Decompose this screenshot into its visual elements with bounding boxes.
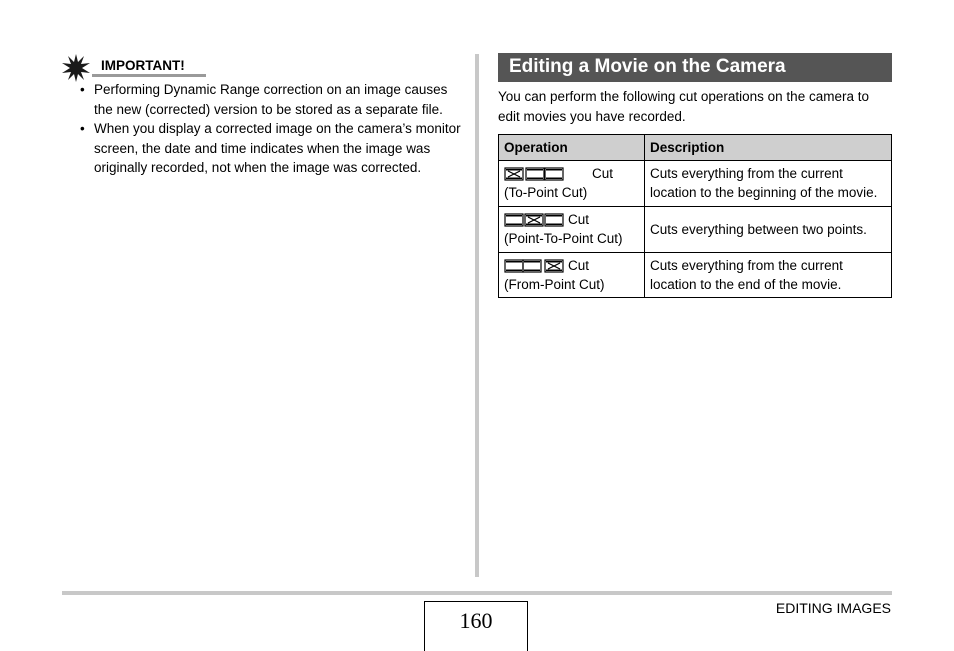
point-to-point-cut-icon xyxy=(504,213,564,227)
header-operation: Operation xyxy=(499,135,645,161)
table-row xyxy=(499,206,892,252)
important-bullet: • Performing Dynamic Range correction on an image causes the new (corrected) version to be stored as a separate file. xyxy=(62,80,462,119)
important-list xyxy=(62,80,462,178)
operation-label: Cut xyxy=(568,257,590,273)
description-cell: Cuts everything between two points. xyxy=(645,206,892,252)
operation-label: Cut xyxy=(568,211,590,227)
operation-name: (To-Point Cut) xyxy=(504,185,588,201)
from-point-cut-icon xyxy=(504,259,564,273)
section-title: Editing a Movie on the Camera xyxy=(498,53,892,82)
column-divider xyxy=(475,54,479,577)
description-cell: Cuts everything from the current location to the beginning of the movie. xyxy=(645,161,892,207)
important-underline xyxy=(92,74,206,77)
operation-name: (From-Point Cut) xyxy=(504,277,605,293)
operation-cell xyxy=(499,206,645,252)
important-note xyxy=(62,54,462,176)
operation-cell xyxy=(499,161,645,207)
to-point-cut-icon xyxy=(504,167,588,181)
burst-icon xyxy=(62,54,90,82)
operation-label: Cut xyxy=(592,166,614,181)
important-label: IMPORTANT! xyxy=(101,58,185,73)
operation-name: (Point-To-Point Cut) xyxy=(504,231,623,247)
description-cell: Cuts everything from the current location to the end of the movie. xyxy=(645,252,892,298)
section-intro: You can perform the following cut operations on the camera to edit movies you have recorded. xyxy=(498,89,869,124)
footer-rule xyxy=(62,591,892,595)
header-description: Description xyxy=(645,135,892,161)
important-header xyxy=(62,54,462,78)
movie-edit-section xyxy=(498,53,892,293)
important-bullet: • When you display a corrected image on the camera’s monitor screen, the date and time indicates when the image was originally recorded, not when the image was corrected. xyxy=(62,119,462,178)
table-row xyxy=(499,161,892,207)
operation-cell xyxy=(499,252,645,298)
page-number: 160 xyxy=(424,601,528,651)
operations-table xyxy=(498,134,892,298)
table-row xyxy=(499,252,892,298)
footer-section-name: EDITING IMAGES xyxy=(775,600,891,616)
table-header-row xyxy=(499,135,892,161)
